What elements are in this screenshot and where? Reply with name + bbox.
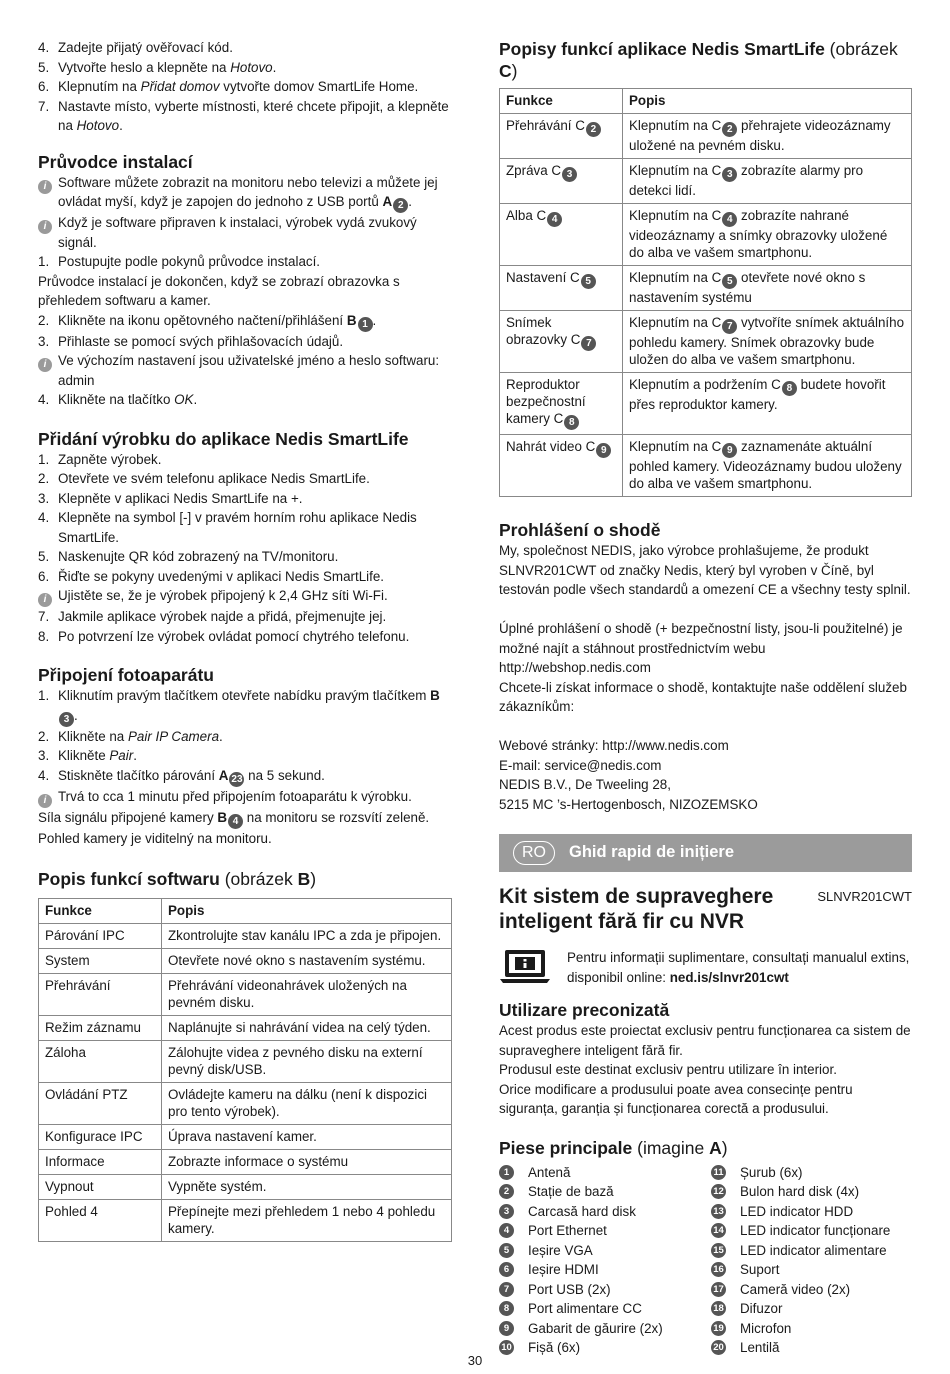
section-title: Popis funkcí softwaru (obrázek B) xyxy=(38,869,317,889)
function-cell: Alba C 4 xyxy=(500,204,623,266)
paragraph: Orice modificare a produsului poate avea consecințe pentru siguranța, garanția și funcționarea corectă a produsului. xyxy=(499,1081,853,1116)
part-item xyxy=(499,1319,711,1339)
part-number-badge: 15 xyxy=(711,1243,726,1258)
table-row xyxy=(500,114,912,159)
part-label: LED indicator alimentare xyxy=(740,1242,887,1258)
part-item xyxy=(499,1182,711,1202)
part-label: Antenă xyxy=(528,1164,571,1180)
column-header: Funkce xyxy=(39,899,162,924)
callout-badge: 3 xyxy=(562,167,577,182)
list-item: 5. Vytvořte heslo a klepněte na Hotovo. xyxy=(38,59,277,75)
section-title: Průvodce instalací xyxy=(38,151,193,172)
contact-email: E-mail: service@nedis.com xyxy=(499,757,662,773)
left-column xyxy=(38,38,452,1242)
language-code: RO xyxy=(513,841,555,865)
part-item xyxy=(711,1280,911,1300)
function-cell: System xyxy=(39,949,162,974)
part-number-badge: 16 xyxy=(711,1262,726,1277)
part-item xyxy=(711,1202,911,1222)
function-cell: Ovládání PTZ xyxy=(39,1083,162,1125)
list-item: 8. Po potvrzení lze výrobek ovládat pomocí chytrého telefonu. xyxy=(38,628,410,644)
model-number: SLNVR201CWT xyxy=(817,889,912,904)
paragraph: Produsul este destinat exclusiv pentru utilizare în interior. xyxy=(499,1062,837,1077)
function-cell: Konfigurace IPC xyxy=(39,1125,162,1150)
callout-badge: 8 xyxy=(564,415,579,430)
description-cell: Klepnutím na C 9 zaznamenáte aktuální pohled kamery. Videozáznamy budou uloženy do alba ve vašem smartphonu. xyxy=(623,435,912,497)
main-parts-section xyxy=(499,1137,912,1358)
list-item: 5. Naskenujte QR kód zobrazený na TV/monitoru. xyxy=(38,549,339,564)
table-row xyxy=(500,204,912,266)
part-item xyxy=(499,1163,711,1183)
part-number-badge: 4 xyxy=(499,1223,514,1238)
language-bar-title: Ghid rapid de inițiere xyxy=(569,843,735,862)
part-label: Difuzor xyxy=(740,1301,783,1316)
callout-badge: 3 xyxy=(722,167,737,182)
manual-text: Pentru informații suplimentare, consultați manualul extins, disponibil online: ned.is/slnvr201cwt xyxy=(567,950,910,985)
page-number: 30 xyxy=(467,1353,483,1368)
function-cell: Režim záznamu xyxy=(39,1016,162,1041)
description-cell: Klepnutím na C 7 vytvoříte snímek aktuálního pohledu kamery. Snímek obrazovky bude uložen do alba ve vašem smartphonu. xyxy=(623,311,912,373)
callout-badge: 4 xyxy=(547,212,562,227)
description-cell: Naplánujte si nahrávání videa na celý týden. xyxy=(162,1016,452,1041)
section-title: Připojení fotoaparátu xyxy=(38,665,214,685)
callout-badge: 1 xyxy=(358,317,373,332)
list-item: 4. Klepněte na symbol [-] v pravém horním rohu aplikace Nedis SmartLife. xyxy=(38,510,417,545)
section-title: Prohlášení o shodě xyxy=(499,520,661,540)
contact-address: NEDIS B.V., De Tweeling 28, xyxy=(499,777,671,792)
part-number-badge: 10 xyxy=(499,1340,514,1355)
callout-badge: 3 xyxy=(59,712,74,727)
steps-top xyxy=(38,38,452,136)
part-label: LED indicator funcționare xyxy=(740,1223,891,1238)
part-number-badge: 1 xyxy=(499,1165,514,1180)
column-header: Funkce xyxy=(500,89,623,114)
function-cell: Párování IPC xyxy=(39,924,162,949)
list-item: 3. Přihlaste se pomocí svých přihlašovacích údajů. xyxy=(38,333,344,349)
description-cell: Zkontrolujte stav kanálu IPC a zda je připojen. xyxy=(162,924,452,949)
list-item: 2. Klikněte na Pair IP Camera. xyxy=(38,728,223,744)
callout-badge: 2 xyxy=(586,122,601,137)
list-item: 4. Klikněte na tlačítko OK. xyxy=(38,392,198,407)
paragraph: My, společnost NEDIS, jako výrobce prohlašujeme, že produkt SLNVR201CWT od značky Nedis, který byl vyroben v Číně, byl testován podle všech standardů a omezení CE a všechny testy splnil. xyxy=(499,543,911,597)
part-item xyxy=(711,1319,911,1339)
right-column xyxy=(499,38,912,1358)
part-number-badge: 2 xyxy=(499,1184,514,1199)
paragraph: Pohled kamery je viditelný na monitoru. xyxy=(38,830,272,846)
section-title: Popisy funkcí aplikace Nedis SmartLife (obrázek C) xyxy=(499,39,898,81)
part-label: Stație de bază xyxy=(528,1184,614,1199)
table-row xyxy=(39,1125,452,1150)
description-cell: Zálohujte videa z pevného disku na externí pevný disk/USB. xyxy=(162,1041,452,1083)
function-cell: Přehrávání C 2 xyxy=(500,114,623,159)
callout-badge: 8 xyxy=(782,381,797,396)
info-icon: i xyxy=(38,180,52,194)
column-header: Popis xyxy=(162,899,452,924)
app-functions-section xyxy=(499,38,912,497)
part-label: Port Ethernet xyxy=(528,1223,607,1238)
info-note: i Software můžete zobrazit na monitoru nebo televizi a můžete jej ovládat myší, když je zapojen do jednoho z USB portů A 2 . xyxy=(38,173,452,214)
function-cell: Přehrávání xyxy=(39,974,162,1016)
software-section xyxy=(38,868,452,1242)
part-label: Suport xyxy=(740,1262,780,1277)
part-label: LED indicator HDD xyxy=(740,1203,854,1219)
table-row xyxy=(500,266,912,311)
part-label: Cameră video (2x) xyxy=(740,1281,851,1297)
language-bar xyxy=(499,834,912,872)
paragraph: Průvodce instalací je dokončen, když se zobrazí obrazovka s přehledem softwaru a kamer. xyxy=(38,273,400,308)
part-number-badge: 7 xyxy=(499,1282,514,1297)
intended-use-section xyxy=(499,999,912,1119)
part-number-badge: 17 xyxy=(711,1282,726,1297)
function-cell: Pohled 4 xyxy=(39,1200,162,1242)
description-cell: Klepnutím a podržením C 8 budete hovořit přes reproduktor kamery. xyxy=(623,373,912,435)
part-label: Șurub (6x) xyxy=(740,1164,803,1180)
part-label: Bulon hard disk (4x) xyxy=(740,1184,860,1199)
table-row xyxy=(500,373,912,435)
part-number-badge: 8 xyxy=(499,1301,514,1316)
product-title: Kit sistem de supraveghere inteligent fără fir cu NVR xyxy=(499,885,774,933)
part-label: Gabarit de găurire (2x) xyxy=(528,1320,663,1336)
list-item: 3. Klepněte v aplikaci Nedis SmartLife na +. xyxy=(38,490,303,506)
paragraph: Úplné prohlášení o shodě (+ bezpečnostní listy, jsou-li použitelné) je možné najít a stáhnout prostřednictvím webu http://webshop.nedis.com xyxy=(499,621,903,675)
part-label: Port USB (2x) xyxy=(528,1281,611,1297)
part-number-badge: 13 xyxy=(711,1204,726,1219)
part-number-badge: 3 xyxy=(499,1204,514,1219)
paragraph: Acest produs este proiectat exclusiv pentru funcționarea ca sistem de supraveghere inteligent fără fir. xyxy=(499,1023,911,1058)
list-item: 2. Klikněte na ikonu opětovného načtení/přihlášení B 1 . xyxy=(38,312,377,330)
table-row xyxy=(39,1041,452,1083)
table-row xyxy=(39,1175,452,1200)
table-row xyxy=(500,435,912,497)
part-item xyxy=(499,1299,711,1319)
callout-badge: 7 xyxy=(722,319,737,334)
part-label: Lentilă xyxy=(740,1340,780,1355)
callout-badge: 2 xyxy=(393,198,408,213)
info-icon: i xyxy=(38,794,52,808)
callout-badge: 23 xyxy=(231,773,243,785)
part-item xyxy=(711,1221,911,1241)
list-item: 6. Řiďte se pokyny uvedenými v aplikaci Nedis SmartLife. xyxy=(38,568,385,584)
function-cell: Snímek obrazovky C 7 xyxy=(500,311,623,373)
table-row xyxy=(500,311,912,373)
part-number-badge: 6 xyxy=(499,1262,514,1277)
description-cell: Ovládejte kameru na dálku (není k dispozici pro tento výrobek). xyxy=(162,1083,452,1125)
part-number-badge: 11 xyxy=(711,1165,726,1180)
parts-list xyxy=(499,1163,912,1358)
list-item: 2. Otevřete ve svém telefonu aplikace Nedis SmartLife. xyxy=(38,471,370,486)
table-row xyxy=(39,974,452,1016)
list-item: 7. Nastavte místo, vyberte místnosti, které chcete připojit, a klepněte na Hotovo. xyxy=(38,98,449,133)
product-title-row xyxy=(499,884,912,934)
list-item: 4. Stiskněte tlačítko párování A 23 na 5 sekund. xyxy=(38,767,325,785)
callout-badge: 9 xyxy=(722,443,737,458)
part-number-badge: 14 xyxy=(711,1223,726,1238)
paragraph: Síla signálu připojené kamery B 4 na monitoru se rozsvítí zeleně. xyxy=(38,809,430,827)
info-note: i Trvá to cca 1 minutu před připojením fotoaparátu k výrobku. xyxy=(38,787,452,808)
part-label: Microfon xyxy=(740,1320,792,1336)
part-label: Ieșire VGA xyxy=(528,1242,593,1258)
conformity-section xyxy=(499,519,912,814)
table-row xyxy=(39,1150,452,1175)
camera-section xyxy=(38,664,452,848)
list-item: 1. Zapněte výrobek. xyxy=(38,451,162,467)
part-number-badge: 12 xyxy=(711,1184,726,1199)
part-label: Port alimentare CC xyxy=(528,1301,642,1316)
info-note: i Ujistěte se, že je výrobek připojený k 2,4 GHz síti Wi-Fi. xyxy=(38,586,452,607)
function-cell: Vypnout xyxy=(39,1175,162,1200)
description-cell: Klepnutím na C 5 otevřete nové okno s nastavením systému xyxy=(623,266,912,311)
part-number-badge: 18 xyxy=(711,1301,726,1316)
info-note: i Ve výchozím nastavení jsou uživatelské jméno a heslo softwaru: admin xyxy=(38,351,452,390)
software-functions-table xyxy=(38,898,452,1242)
function-cell: Reproduktor bezpečnostní kamery C 8 xyxy=(500,373,623,435)
list-item: 1. Postupujte podle pokynů průvodce instalací. xyxy=(38,254,321,269)
part-label: Ieșire HDMI xyxy=(528,1262,599,1277)
part-number-badge: 9 xyxy=(499,1321,514,1336)
part-item xyxy=(499,1241,711,1261)
part-item xyxy=(711,1299,911,1319)
part-item xyxy=(711,1260,911,1280)
table-row xyxy=(39,924,452,949)
description-cell: Zobrazte informace o systému xyxy=(162,1150,452,1175)
description-cell: Úprava nastavení kamer. xyxy=(162,1125,452,1150)
part-label: Fișă (6x) xyxy=(528,1340,581,1355)
part-label: Carcasă hard disk xyxy=(528,1203,636,1219)
callout-badge: 7 xyxy=(581,336,596,351)
column-header: Popis xyxy=(623,89,912,114)
add-product-section xyxy=(38,428,452,647)
function-cell: Zpráva C 3 xyxy=(500,159,623,204)
manual-note xyxy=(499,948,912,987)
section-title: Utilizare preconizată xyxy=(499,1000,670,1020)
info-note: i Když je software připraven k instalaci, výrobek vydá zvukový signál. xyxy=(38,213,452,252)
description-cell: Přehrávání videonahrávek uložených na pevném disku. xyxy=(162,974,452,1016)
callout-badge: 4 xyxy=(722,212,737,227)
laptop-icon xyxy=(499,948,551,984)
part-number-badge: 5 xyxy=(499,1243,514,1258)
list-item: 6. Klepnutím na Přidat domov vytvořte domov SmartLife Home. xyxy=(38,79,419,94)
info-icon: i xyxy=(38,593,52,607)
part-item xyxy=(711,1182,911,1202)
manual-link[interactable]: ned.is/slnvr201cwt xyxy=(669,969,789,985)
section-title: Piese principale (imagine A) xyxy=(499,1137,728,1158)
function-cell: Nastavení C 5 xyxy=(500,266,623,311)
function-cell: Záloha xyxy=(39,1041,162,1083)
callout-badge: 5 xyxy=(581,274,596,289)
description-cell: Otevřete nové okno s nastavením systému. xyxy=(162,949,452,974)
description-cell: Klepnutím na C 4 zobrazíte nahrané videozáznamy a snímky obrazovky uložené do alba ve vašem smartphonu. xyxy=(623,204,912,266)
list-item: 1. Kliknutím pravým tlačítkem otevřete nabídku pravým tlačítkem B3 . xyxy=(38,688,440,725)
part-item xyxy=(711,1241,911,1261)
paragraph: Chcete-li získat informace o shodě, kontaktujte naše oddělení služeb zákazníkům: xyxy=(499,679,907,714)
list-item: 3. Klikněte Pair. xyxy=(38,748,137,763)
list-item: 7. Jakmile aplikace výrobek najde a přidá, přejmenujte jej. xyxy=(38,609,387,624)
contact-address: 5215 MC ’s-Hertogenbosch, NIZOZEMSKO xyxy=(499,796,758,812)
info-icon: i xyxy=(38,358,52,372)
install-section xyxy=(38,151,452,410)
table-row xyxy=(39,949,452,974)
table-row xyxy=(500,159,912,204)
list-item: 4. Zadejte přijatý ověřovací kód. xyxy=(38,40,233,55)
table-row xyxy=(39,1016,452,1041)
contact-web: Webové stránky: http://www.nedis.com xyxy=(499,738,729,753)
callout-badge: 5 xyxy=(722,274,737,289)
part-item xyxy=(499,1221,711,1241)
description-cell: Klepnutím na C 3 zobrazíte alarmy pro detekci lidí. xyxy=(623,159,912,204)
table-row xyxy=(39,1200,452,1242)
part-item xyxy=(711,1163,911,1183)
table-row xyxy=(39,1083,452,1125)
description-cell: Přepínejte mezi přehledem 1 nebo 4 pohledu kamery. xyxy=(162,1200,452,1242)
app-functions-table xyxy=(499,88,912,497)
description-cell: Klepnutím na C 2 přehrajete videozáznamy uložené na pevném disku. xyxy=(623,114,912,159)
info-icon: i xyxy=(38,220,52,234)
part-number-badge: 19 xyxy=(711,1321,726,1336)
part-item xyxy=(499,1260,711,1280)
callout-badge: 9 xyxy=(596,443,611,458)
callout-badge: 2 xyxy=(722,122,737,137)
part-number-badge: 20 xyxy=(711,1340,726,1355)
function-cell: Informace xyxy=(39,1150,162,1175)
part-item xyxy=(499,1202,711,1222)
part-item xyxy=(499,1280,711,1300)
description-cell: Vypněte systém. xyxy=(162,1175,452,1200)
function-cell: Nahrát video C 9 xyxy=(500,435,623,497)
callout-badge: 4 xyxy=(228,814,243,829)
section-title: Přidání výrobku do aplikace Nedis SmartLife xyxy=(38,428,409,449)
